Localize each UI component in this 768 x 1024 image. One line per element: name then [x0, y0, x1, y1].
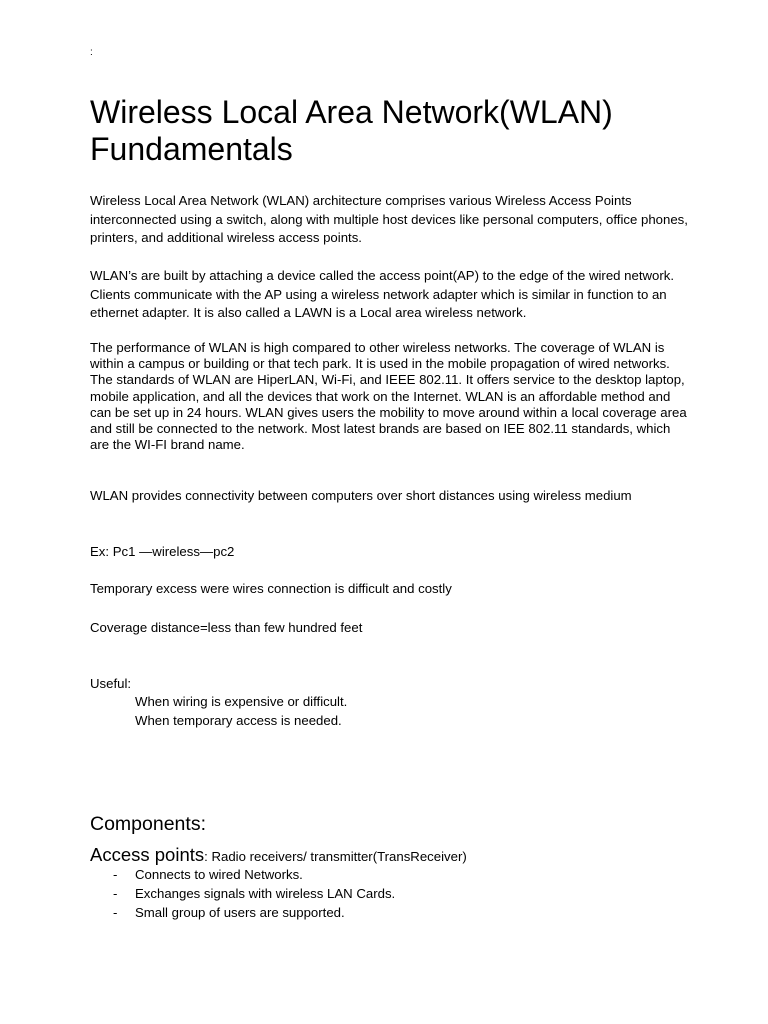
performance-paragraph: The performance of WLAN is high compared to other wireless networks. The coverage of WLAN is within a campus or building or that tech park. It is used in the mobile propagation of wired networks. The standards of WLAN are HiperLAN, Wi-Fi, and IEEE 802.11. It offers service to the desktop laptop, mobile application, and all the devices that work on the Internet. WLAN is an affordable method and can be set up in 24 hours. WLAN gives users the mobility to move around within a local coverage area and still be connected to the network. Most latest brands are based on IEE 802.11 standards, which are the WI-FI brand name. — [90, 340, 687, 453]
bullet-text: Small group of users are supported. — [135, 905, 345, 920]
useful-item-wiring: When wiring is expensive or difficult. — [135, 694, 348, 709]
access-points-description: : Radio receivers/ transmitter(TransReceiver) — [204, 849, 467, 864]
bullet-text: Connects to wired Networks. — [135, 867, 303, 882]
document-title: Wireless Local Area Network(WLAN) Fundamentals — [90, 94, 613, 167]
useful-item-temporary: When temporary access is needed. — [135, 713, 342, 728]
access-point-paragraph: WLAN’s are built by attaching a device called the access point(AP) to the edge of the wired network. Clients communicate with the AP using a wireless network adapter which is similar in function to an ethernet adapter. It is also called a LAWN is a Local area wireless network. — [90, 268, 674, 320]
temporary-line: Temporary excess were wires connection is difficult and costly — [90, 581, 452, 596]
coverage-line: Coverage distance=less than few hundred feet — [90, 620, 363, 635]
access-points-term: Access points — [90, 844, 205, 865]
dash-bullet-marker: - — [113, 867, 118, 882]
dash-bullet-marker: - — [113, 905, 118, 920]
top-mark: : — [90, 47, 93, 58]
bullet-text: Exchanges signals with wireless LAN Cards. — [135, 886, 396, 901]
example-line: Ex: Pc1 —wireless—pc2 — [90, 544, 235, 559]
useful-label: Useful: — [90, 676, 132, 691]
components-heading: Components: — [90, 813, 206, 835]
intro-paragraph: Wireless Local Area Network (WLAN) architecture comprises various Wireless Access Points interconnected using a switch, along with multiple host devices like personal computers, office phones, printers, and additional wireless access points. — [90, 193, 688, 245]
summary-line: WLAN provides connectivity between computers over short distances using wireless medium — [90, 488, 632, 503]
dash-bullet-marker: - — [113, 886, 118, 901]
